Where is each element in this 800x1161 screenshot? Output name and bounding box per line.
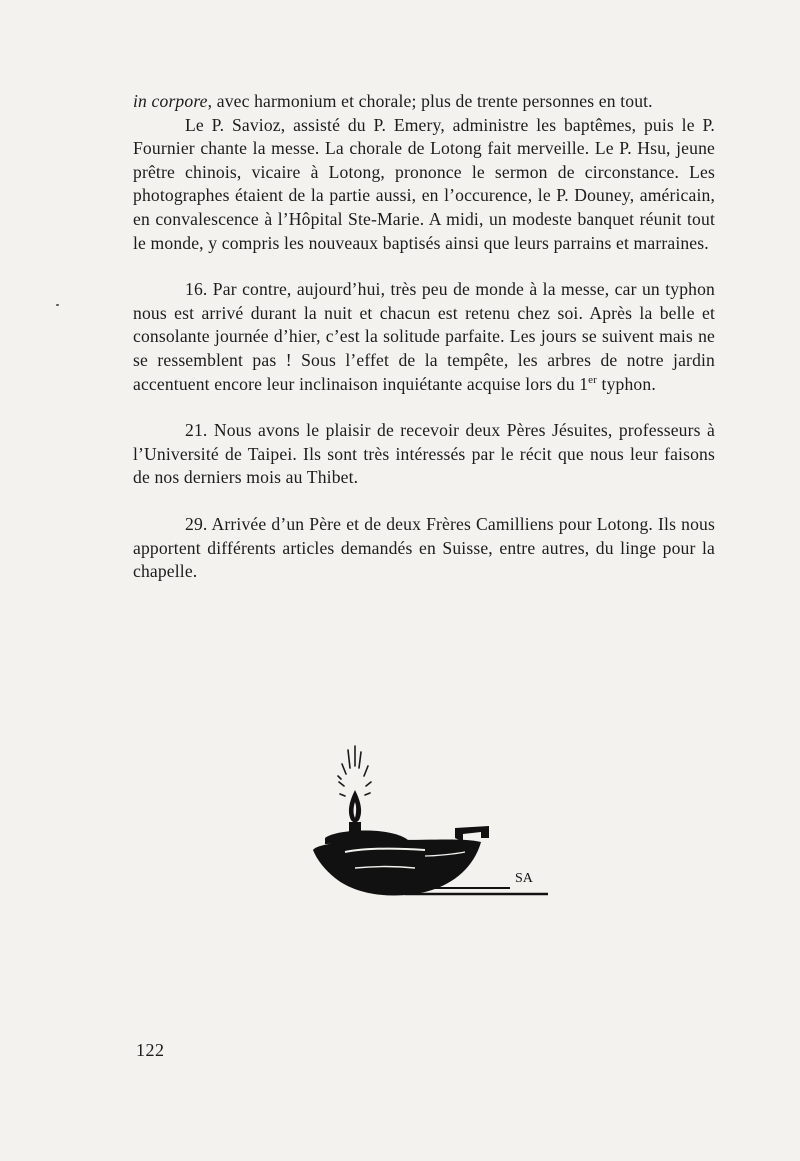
- paragraph-day-21: 21. Nous avons le plaisir de recevoir deux Pères Jésuites, professeurs à l’Université de Taipei. Ils sont très intéressés par le récit que nous leur faisons de nos derniers mois au Thibet.: [133, 420, 715, 488]
- flame-rays: [338, 746, 371, 796]
- paragraph-day-16-text: 16. Par contre, aujourd’hui, très peu de monde à la messe, car un typhon nous est arrivé durant la nuit et chacun est retenu chez soi. Après la belle et consolante journée d’hier, c’est la solitude parfaite. Les jours se suivent mais ne se ressemblent pas ! Sous l’effet de la tempête, les arbres de notre jardin accentuent encore leur inclinaison inquiétante acquise lors du 1: [133, 279, 715, 394]
- text-block: [133, 90, 715, 584]
- wick-holder: [349, 822, 361, 832]
- ordinal-superscript: er: [588, 373, 597, 386]
- oil-lamp-illustration: [305, 738, 560, 908]
- lamp-handle: [455, 826, 489, 842]
- paragraph-continuation: [133, 90, 715, 114]
- paper-speck: [56, 304, 59, 306]
- paragraph-day-16-tail: typhon.: [597, 373, 656, 394]
- page-number: 122: [136, 1040, 165, 1060]
- paragraph-day-16: [133, 278, 715, 396]
- latin-phrase: in corpore: [133, 91, 208, 111]
- paragraph-baptism: Le P. Savioz, assisté du P. Emery, administre les baptêmes, puis le P. Fournier chante la messe. La chorale de Lotong fait merveille. Le P. Hsu, jeune prêtre chinois, vicaire à Lotong, prononce le sermon de circonstance. Les photographes étaient de la partie aussi, en l’occurence, le P. Douney, américain, en convalescence à l’Hôpital Ste-Marie. A midi, un modeste banquet réunit tout le monde, y compris les nouveaux baptisés ainsi que leurs parrains et marraines.: [133, 114, 715, 253]
- paragraph-continuation-text: , avec harmonium et chorale; plus de trente personnes en tout.: [207, 91, 653, 111]
- artist-signature: SA: [515, 871, 533, 886]
- paragraph-day-29: 29. Arrivée d’un Père et de deux Frères Camilliens pour Lotong. Ils nous apportent différents articles demandés en Suisse, entre autres, du linge pour la chapelle.: [133, 513, 715, 582]
